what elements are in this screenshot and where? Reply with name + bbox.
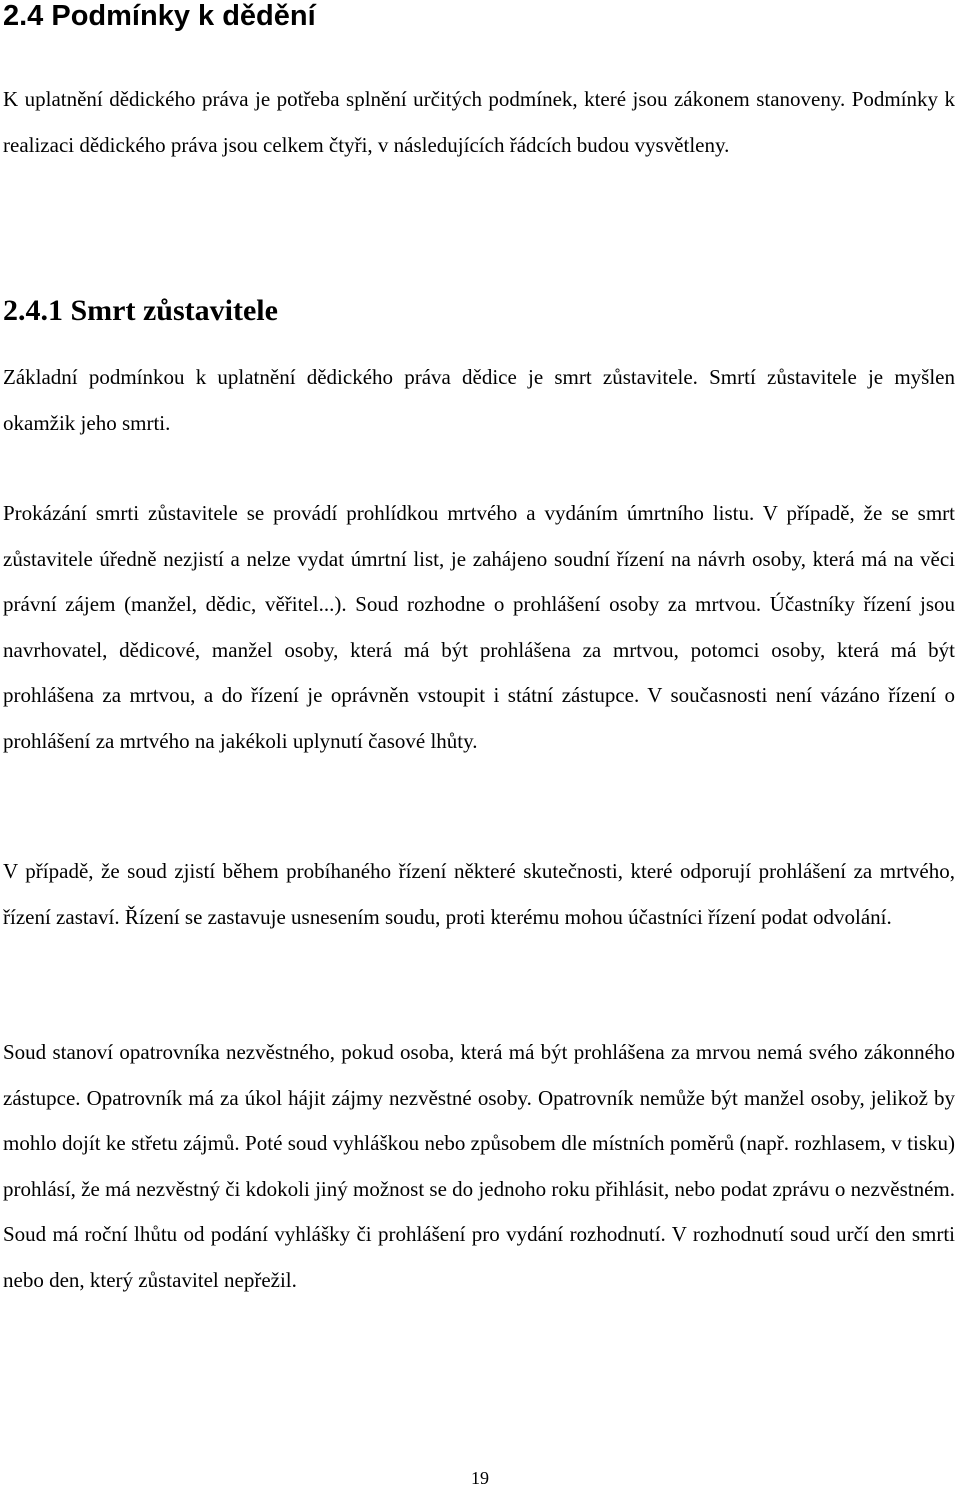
paragraph-guardian: Soud stanoví opatrovníka nezvěstného, pokud osoba, která má být prohlášena za mrvou nemá svého zákonného zástupce. Opatrovník má za úkol hájit zájmy nezvěstné osoby. Opatrovník nemůže být manžel osoby, jelikož by mohlo dojít ke střetu zájmů. Poté soud vyhláškou nebo způsobem dle místních poměrů (např. rozhlasem, v tisku) prohlásí, že má nezvěstný či kdokoli jiný možnost se do jednoho roku přihlásit, nebo podat zprávu o nezvěstném. Soud má roční lhůtu od podání vyhlášky či prohlášení pro vydání rozhodnutí. V rozhodnutí soud určí den smrti nebo den, který zůstavitel nepřežil. [3,1040,955,1292]
section-intro-paragraph: K uplatnění dědického práva je potřeba splnění určitých podmínek, které jsou zákonem stanoveny. Podmínky k realizaci dědického práva jsou celkem čtyři, v následujících řádcích budou vysvětleny. [3,87,955,157]
paragraph-proceedings-stopped: V případě, že soud zjistí během probíhaného řízení některé skutečnosti, které odporují prohlášení za mrtvého, řízení zastaví. Řízení se zastavuje usnesením soudu, proti kterému mohou účastníci řízení podat odvolání. [3,859,955,929]
paragraph-proof-of-death: Prokázání smrti zůstavitele se provádí prohlídkou mrtvého a vydáním úmrtního listu. V případě, že se smrt zůstavitele úředně nezjistí a nelze vydat úmrtní list, je zahájeno soudní řízení na návrh osoby, která má na věci právní zájem (manžel, dědic, věřitel...). Soud rozhodne o prohlášení osoby za mrtvou. Účastníky řízení jsou navrhovatel, dědicové, manžel osoby, která má být prohlášena za mrtvou, potomci osoby, která má být prohlášena za mrtvou, a do řízení je oprávněn vstoupit i státní zástupce. V současnosti není vázáno řízení o prohlášení za mrtvého na jakékoli uplynutí časové lhůty. [3,501,955,753]
section-heading: 2.4 Podmínky k dědění [3,0,316,32]
paragraph-death-condition: Základní podmínkou k uplatnění dědického práva dědice je smrt zůstavitele. Smrtí zůstavitele je myšlen okamžik jeho smrti. [3,365,955,435]
page-number: 19 [471,1468,489,1488]
subsection-heading: 2.4.1 Smrt zůstavitele [3,294,278,327]
